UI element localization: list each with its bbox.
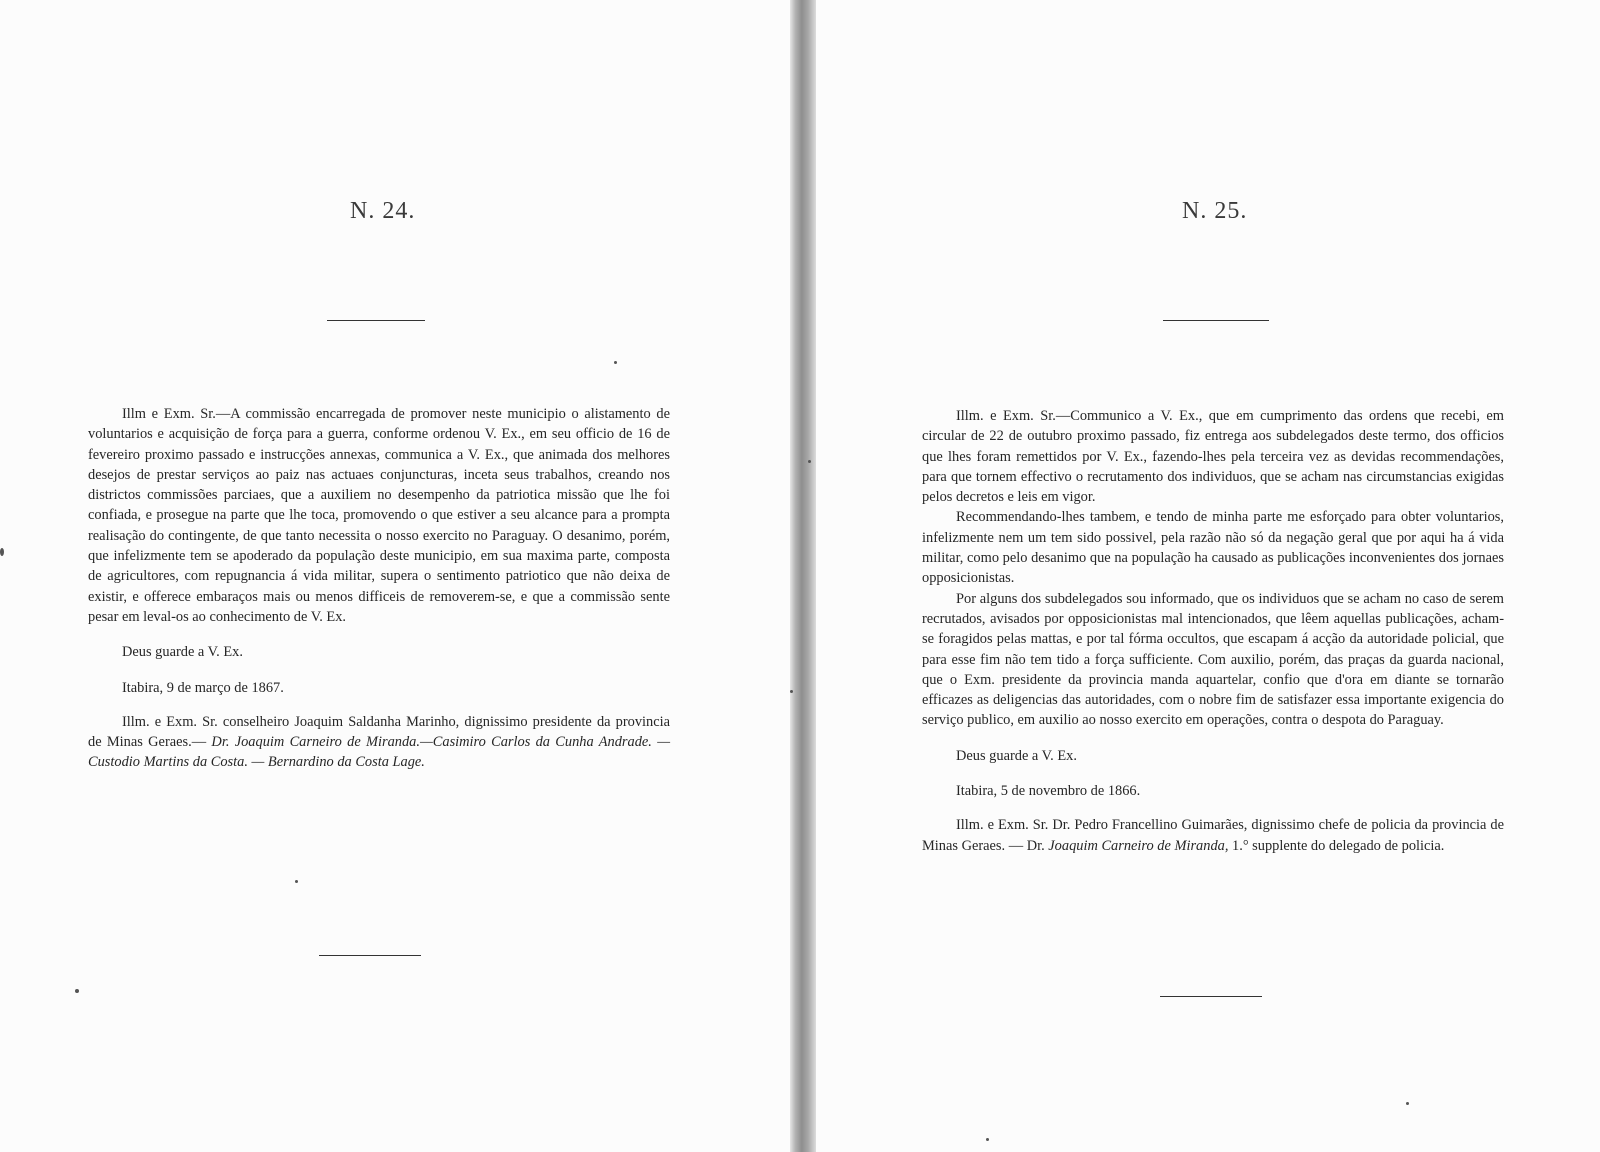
place-date: Itabira, 9 de março de 1867.: [122, 679, 284, 696]
place-date: Itabira, 5 de novembro de 1866.: [956, 783, 1141, 800]
paper-speck: [75, 989, 79, 993]
paper-speck: [790, 690, 793, 693]
signatures: Dr. Joaquim Carneiro de Miranda.—Casimiro Carlos da Cunha Andrade. — Custodio Martins da Costa. — Bernardino da Costa Lage.: [88, 734, 670, 771]
paper-speck: [614, 361, 617, 364]
end-rule: [319, 955, 421, 956]
letter-body: [922, 406, 1504, 856]
paper-speck: [1406, 1102, 1409, 1105]
letter-paragraph: Illm e Exm. Sr.—A commissão encarregada de promover neste municipio o alistamento de voluntarios e acquisição de força para a guerra, conforme ordenou V. Ex., em seu officio de 16 de fevereiro proximo passado e instrucções annexas, communica a V. Ex., que animada dos melhores desejos de prestar serviços ao paiz nas actuaes conjuncturas, inceta seus trabalhos, creando nos districtos commissões parciaes, que a auxiliem no desempenho da patriotica missão que lhe foi confiada, e prosegue na parte que lhe toca, promovendo o que estiver a seu alcance para a prompta realisação do contingente, de que tanto necessita o nosso exercito no Paraguay. O desanimo, porém, que infelizmente tem se apoderado da população deste municipio, em sua maxima parte, composta de agricultores, com repugnancia á vida militar, supera o sentimento patriotico que não deixa de existir, e offerece embaraços mais ou menos difficeis de removerem-se, e que a commissão sente pesar em leval-os ao conhecimento de V. Ex.: [88, 406, 670, 625]
paper-speck: [0, 548, 4, 556]
closing-salutation: Deus guarde a V. Ex.: [122, 644, 243, 661]
book-gutter: [790, 0, 816, 1152]
letter-paragraph: Recommendando-lhes tambem, e tendo de minha parte me esforçado para obter voluntarios, infelizmente nem um tem sido possivel, pela razão não só da negação geral que por aqui ha á vida militar, como pelo desanimo que na população ha causado as publicações inconvenientes dos jornaes opposicionistas.: [922, 509, 1504, 587]
addressee: Illm. e Exm. Sr. Dr. Pedro Francellino Guimarães, dignissimo chefe de policia da provincia de Minas Geraes. — Dr.: [922, 817, 1504, 854]
title-rule: [1163, 320, 1269, 321]
signature: Joaquim Carneiro de Miranda,: [1048, 837, 1229, 854]
letter-body: [88, 404, 670, 773]
paper-speck: [986, 1138, 989, 1141]
document-number: N. 25.: [1182, 198, 1248, 224]
closing-salutation: Deus guarde a V. Ex.: [956, 747, 1077, 764]
letter-paragraph: Por alguns dos subdelegados sou informado, que os individuos que se acham no caso de serem recrutados, avisados por opposicionistas mal intencionados, que lêem aquellas publicações, acham-se foragidos pelas mattas, e por tal fórma occultos, que escapam á acção da autoridade policial, que para esse fim não tem tido a força sufficiente. Com auxilio, porém, das praças da guarda nacional, que o Exm. presidente da provincia manda aquartelar, confio que d'ora em diante se tornarão efficazes as deligencias das autoridades, com o nobre fim de satisfazer essa importante exigencia do serviço publico, em auxilio ao nosso exercito em operações, contra o despota do Paraguay.: [922, 590, 1504, 729]
end-rule: [1160, 996, 1262, 997]
left-page: [0, 0, 790, 1152]
paper-speck: [295, 880, 298, 883]
document-number: N. 24.: [350, 198, 416, 224]
paper-speck: [808, 460, 811, 463]
addressee: Illm. e Exm. Sr. conselheiro Joaquim Saldanha Marinho, dignissimo presidente da provincia de Minas Geraes.—: [88, 713, 670, 751]
addressee-signatures: [88, 712, 670, 773]
title-rule: [327, 320, 425, 321]
signature-title: 1.° supplente do delegado de policia.: [1228, 837, 1445, 854]
addressee-signature: [922, 815, 1504, 856]
right-page: [816, 0, 1600, 1152]
letter-paragraph: Illm. e Exm. Sr.—Communico a V. Ex., que em cumprimento das ordens que recebi, em circular de 22 de outubro proximo passado, fiz entrega aos subdelegados deste termo, dos officios que lhes foram remettidos por V. Ex., fazendo-lhes pela terceira vez as devidas recommendações, para que tornem effectivo o recrutamento dos individuos, que se acham nas circumstancias exigidas pelos decretos e leis em vigor.: [922, 408, 1504, 506]
